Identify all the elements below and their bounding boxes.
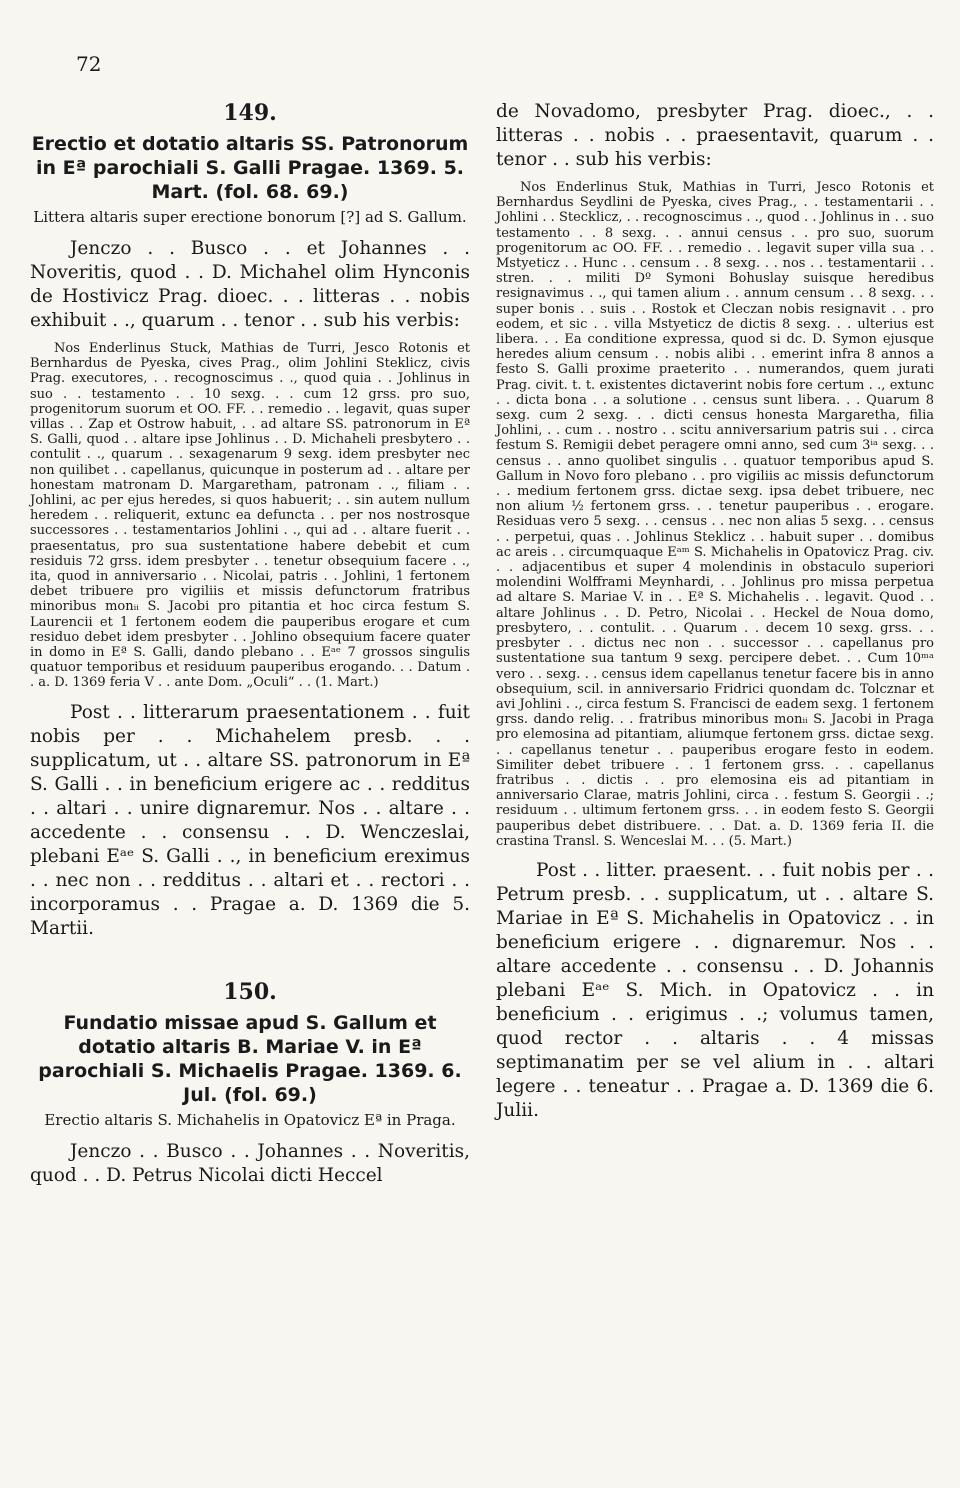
entry-150-intro: Jenczo . . Busco . . Johannes . . Noveritis, quod . . D. Petrus Nicolai dicti Heccel [30, 1140, 470, 1186]
right-column [496, 100, 934, 1131]
entry-149-heading: Erectio et dotatio altaris SS. Patronorum in Eª parochiali S. Galli Pragae. 1369. 5. Mart. (fol. 68. 69.) [31, 133, 469, 203]
entry-150-continuation: de Novadomo, presbyter Prag. dioec., . . litteras . . nobis . . praesentavit, quarum . . tenor . . sub his verbis: [496, 101, 934, 170]
entry-150-closing: Post . . litter. praesent. . . fuit nobis per . . Petrum presb. . . supplicatum, ut . . altare S. Mariae in Eª S. Michahelis in Opatovicz . . in beneficium erigere . . dignaremur. Nos . . altare accedente . . consensu . . D. Johannis plebani Eᵃᵉ S. Mich. in Opatovicz . . in beneficium . . erigimus . .; volumus tamen, quod rector . . altaris . . 4 missas septimanatim per se vel alium in . . altari legere . . teneatur . . Pragae a. D. 1369 die 6. Julii. [496, 859, 934, 1121]
entry-149-intro: Jenczo . . Busco . . et Johannes . . Noveritis, quod . . D. Michahel olim Hynconis de Hostivicz Prag. dioec. . . litteras . . nobis exhibuit . ., quarum . . tenor . . sub his verbis: [30, 238, 470, 331]
entry-150-quoted-document: Nos Enderlinus Stuk, Mathias in Turri, Jesco Rotonis et Bernhardus Seydlini de Pyeska, cives Prag., . . testamentarii . . Johlini . . Stecklicz, . . recognoscimus . ., quod . . Johlinus in . . suo testamento . . 8 sexg. . . annui census . . pro suo, suorum progenitorum ac OO. FF. . . remedio . . legavit super villa sua . . Mstyeticz . . Hunc . . censum . . 8 sexg. . . nos . . testamentarii . . stren. . . militi Dº Symoni Bohuslay suisque heredibus resignavimus . ., qui tamen alium . . annum censum . . 8 sexg. . . super bonis . . suis . . Rostok et Cleczan nobis resignavit . . pro eodem, et sic . . villa Mstyeticz de dictis 8 sexg. . . ulterius est libera. . . Ea conditione expressa, quod si dc. D. Symon ejusque heredes alium censum . . nobis alibi . . emerint infra 8 annos a festo S. Galli proxime praeterito . . numerandos, quem jurati Prag. civit. t. t. existentes dictaverint nobis fore certum . ., extunc . . dicta bona . . a solutione . . census sunt libera. . . Quarum 8 sexg. cum 2 sexg. . . dicti census honesta Margaretha, filia Johlini, . . cum . . nostro . . scitu anniversarium patris sui . . circa festum S. Remigii debet peragere omni anno, sed cum 3ⁱᵃ sexg. . . census . . anno quolibet singulis . . quatuor temporibus apud S. Gallum in Novo foro plebano . . pro vigiliis ac missis defunctorum . . medium fertonem grss. dictae sexg. ipsa debet tribuere, nec non alium ½ fertonem grss. . . tenetur pauperibus . . erogare. Residuas vero 5 sexg. . . census . . nec non alias 5 sexg. . . census . . perpetui, quas . . Johlinus Steklicz . . habuit super . . domibus ac areis . . circumquaque Eᵃᵐ S. Michahelis in Opatovicz Prag. civ. . . adjacentibus et super 4 molendinis in obstaculo superiori molendini Wolfframi Meynhardi, . . Johlinus pro missa perpetua ad altare S. Mariae V. in . . Eª S. Michahelis . . legavit. Quod . . altare Johlinus . . D. Petro, Nicolai . . Heckel de Noua domo, presbytero, . . contulit. . . Quarum . . decem 10 sexg. grss. . . presbyter . . dictus nec non . . successor . . capellanus pro sustentatione sua tantum 9 sexg. percipere debet. . . Cum 10ᵐᵃ vero . . sexg. . . census idem capellanus tenetur facere bis in anno obsequium, scil. in anniversario Fridrici quondam dc. Tolcznar et avi Johlini . ., circa festum S. Francisci de eadem sexg. 1 fertonem grss. dando relig. . . fratribus minoribus monᵢᵢ S. Jacobi in Praga pro elemosina ad pitantiam, aliumque fertonem grss. dictae sexg. . . capellanus tenetur . . pauperibus erogare festo in eodem. Similiter debet tribuere . . 1 fertonem grss. . . capellanus fratribus . . dictis . . pro elemosina eis ad pitantiam in anniversario Clarae, matris Johlini, circa . . festum S. Georgii . .; residuum . . ultimum fertonem grss. . . in eodem festo S. Georgii pauperibus debet distribuere. . . Dat. a. D. 1369 feria II. die crastina Transl. S. Wenceslai M. . . (5. Mart.) [496, 180, 934, 849]
entry-149-closing: Post . . litterarum praesentationem . . fuit nobis per . . Michahelem presb. . . supplicatum, ut . . altare SS. patronorum in Eª S. Galli . . in beneficium erigere ac . . redditus . . altari . . unire dignaremur. Nos . . altare . . accedente . . consensu . . D. Wenczeslai, plebani Eᵃᵉ S. Galli . ., in beneficium ereximus . . nec non . . redditus . . altari et . . rectori . . incorporamus . . Pragae a. D. 1369 die 5. Martii. [30, 701, 470, 939]
entry-149-quoted-document: Nos Enderlinus Stuck, Mathias de Turri, Jesco Rotonis et Bernhardus de Pyeska, cives Prag., olim Johlini Steklicz, civis Prag. executores, . . recognoscimus . ., quod quia . . Johlinus in suo . . testamento . . 10 sexg. . . cum 12 grss. pro suo, progenitorum suorum et OO. FF. . . remedio . . legavit, quas super villas . . Zap et Ostrow habuit, . . ad altare SS. patronorum in Eª S. Galli, quod . . altare ipse Johlinus . . D. Michaheli presbytero . . contulit . ., quarum . . sexagenarum 9 sexg. idem presbyter nec non quilibet . . capellanus, quicunque in posterum ad . . altare per honestam matronam D. Margaretham, patronam . ., filiam . . Johlini, ac per ejus heredes, si quos habuerit; . . sin autem nullum heredem . . reliquerit, extunc ea defuncta . . per nos nostrosque successores . . testamentarios Johlini . ., qui ad . . altare fuerit . . praesentatus, pro sua sustentatione habere debebit et cum residuis 72 grss. idem presbyter . . tenetur obsequium facere . ., ita, quod in anniversario . . Nicolai, patris . . Johlini, 1 fertonem debet tribuere pro vigiliis et missis defunctorum fratribus minoribus monᵢᵢ S. Jacobi pro pitantia et hoc circa festum S. Laurencii et 1 fertonem eodem die pauperibus erogare et cum residuo debet idem presbyter . . Johlino obsequium facere quater in domo in Eª S. Galli, dando plebano . . Eᵃᵉ 7 grossos singulis quatuor temporibus et residuum pauperibus erogando. . . Datum . . a. D. 1369 feria V . . ante Dom. „Oculi“ . . (1. Mart.) [30, 341, 470, 691]
entry-150-number: 150. [223, 978, 277, 1005]
entry-149-subheading: Littera altaris super erectione bonorum [?] ad S. Gallum. [33, 208, 467, 226]
entry-150-heading: Fundatio missae apud S. Gallum et dotatio altaris B. Mariae V. in Eª parochiali S. Michaelis Pragae. 1369. 6. Jul. (fol. 69.) [38, 1011, 462, 1106]
left-column [30, 100, 470, 1196]
page-number: 72 [76, 52, 102, 76]
entry-149-number: 149. [223, 100, 277, 126]
entry-150-subheading: Erectio altaris S. Michahelis in Opatovicz Eª in Praga. [44, 1110, 456, 1129]
